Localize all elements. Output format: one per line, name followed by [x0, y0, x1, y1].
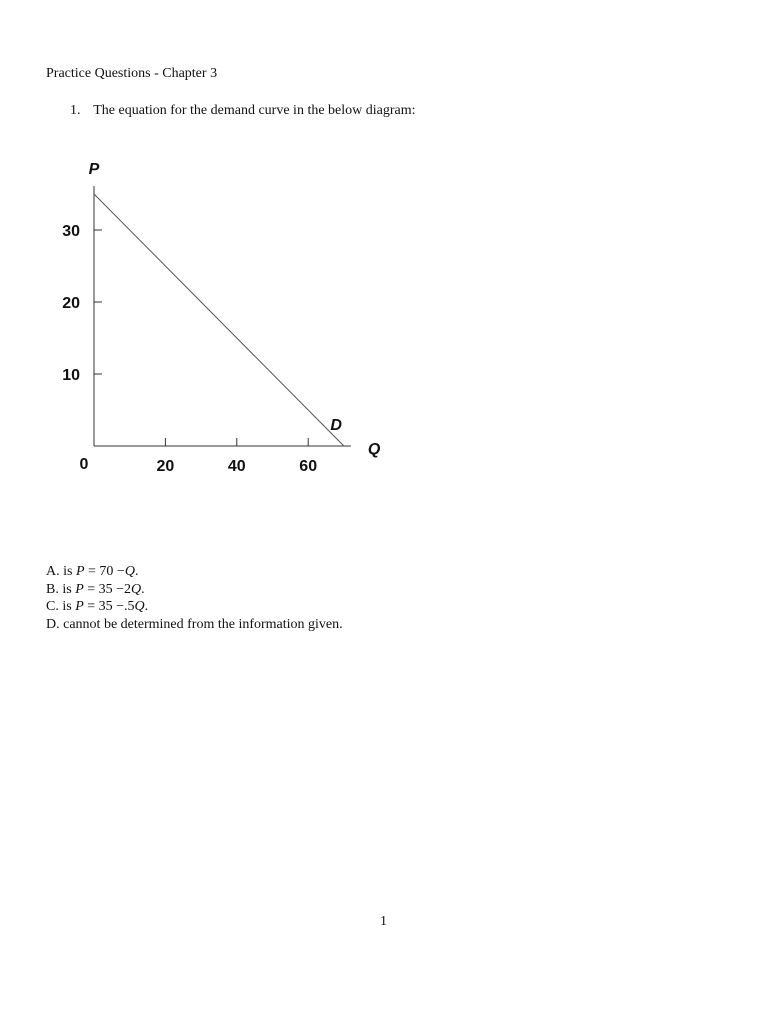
answer-letter: C.	[46, 599, 59, 614]
question-number: 1.	[70, 103, 81, 118]
x-tick-label: 60	[299, 458, 318, 475]
answer-choices	[46, 563, 343, 633]
series-label-d: D	[330, 417, 342, 434]
answer-letter: B.	[46, 581, 59, 597]
answer-text: is	[58, 581, 76, 597]
chart-ticks	[62, 223, 317, 475]
answer-text: is	[59, 564, 76, 579]
y-tick-label: 30	[62, 223, 80, 240]
answer-var-p: P	[75, 599, 84, 614]
demand-chart	[52, 150, 392, 490]
question-1	[70, 103, 416, 119]
demand-curve	[94, 194, 344, 446]
answer-letter: A.	[46, 564, 60, 579]
chart-axes	[94, 186, 351, 446]
answer-text: = 70 −	[84, 564, 125, 579]
answer-text: = 35 −.5	[83, 599, 135, 614]
answer-period: .	[144, 599, 149, 614]
origin-label: 0	[79, 456, 89, 473]
answer-c	[46, 598, 343, 616]
page-header: Practice Questions - Chapter 3	[46, 66, 218, 81]
answer-period: .	[141, 581, 145, 597]
answer-var-q: Q	[124, 564, 135, 579]
question-text: The equation for the demand curve in the below diagram:	[93, 103, 416, 118]
chart-series	[94, 194, 344, 446]
answer-b	[46, 581, 343, 599]
y-tick-label: 10	[62, 367, 80, 384]
answer-text: = 35 −2	[83, 581, 132, 597]
answer-var-p: P	[75, 581, 84, 597]
answer-var-p: P	[75, 564, 85, 579]
answer-letter: D.	[46, 616, 60, 632]
page-number: 1	[380, 914, 387, 929]
answer-d	[46, 616, 343, 634]
answer-var-q: Q	[134, 599, 145, 614]
answer-a	[46, 563, 343, 581]
answer-var-q: Q	[131, 581, 142, 597]
x-axis-label: Q	[367, 441, 381, 458]
answer-text: is	[58, 599, 76, 614]
y-axis-label: P	[88, 161, 100, 178]
x-tick-label: 20	[156, 458, 175, 475]
x-tick-label: 40	[227, 458, 246, 475]
answer-period: .	[134, 564, 139, 579]
answer-text: cannot be determined from the information given.	[59, 616, 343, 632]
y-tick-label: 20	[62, 295, 80, 312]
